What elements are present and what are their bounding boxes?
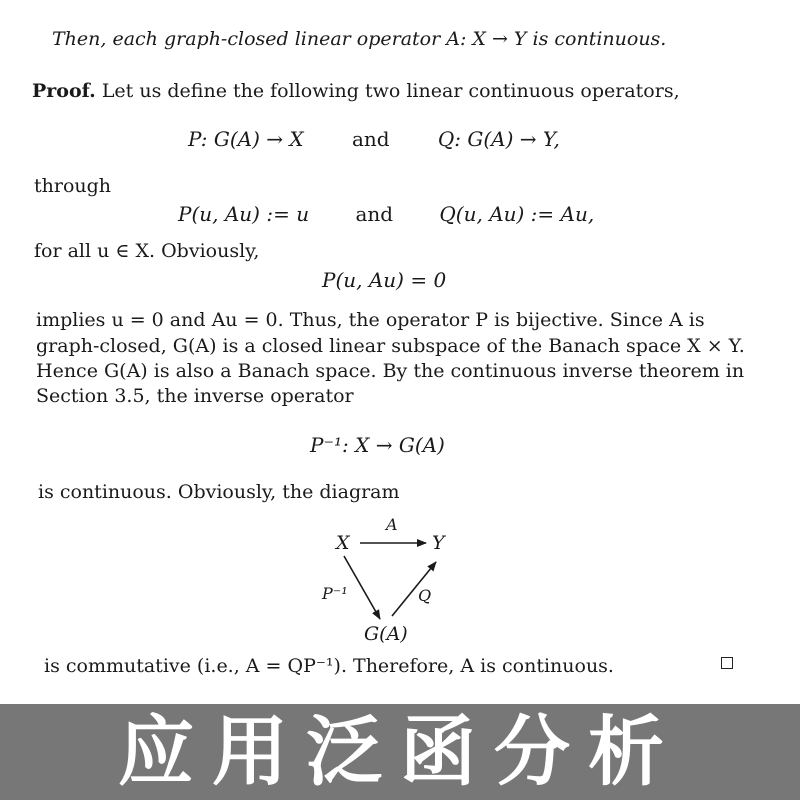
through-line: through xyxy=(34,175,112,197)
label-a: A xyxy=(386,515,398,534)
node-x: X xyxy=(336,532,350,554)
equation-operators xyxy=(188,129,560,149)
eq1-left: P: G(A) → X xyxy=(188,127,304,151)
equation-kernel: P(u, Au) = 0 xyxy=(322,268,447,292)
equation-definitions xyxy=(178,204,594,224)
proof-intro-line xyxy=(32,82,680,101)
theorem-statement: Then, each graph-closed linear operator A: X → Y is continuous. xyxy=(52,28,667,50)
forall-line: for all u ∈ X. Obviously, xyxy=(34,240,260,262)
eq2-right: Q(u, Au) := Au, xyxy=(439,202,595,226)
node-y: Y xyxy=(432,532,445,554)
proof-label: Proof. xyxy=(32,80,96,102)
paragraph-line-3: Hence G(A) is also a Banach space. By the continuous inverse theorem in xyxy=(36,360,745,382)
eq2-and: and xyxy=(355,202,394,226)
final-line: is commutative (i.e., A = QP⁻¹). Therefore, A is continuous. xyxy=(44,655,614,677)
eq1-right: Q: G(A) → Y, xyxy=(437,127,560,151)
label-pinv: P⁻¹ xyxy=(322,584,348,603)
eq2-left: P(u, Au) := u xyxy=(178,202,310,226)
continuous-line: is continuous. Obviously, the diagram xyxy=(38,481,400,503)
label-q: Q xyxy=(418,586,432,605)
node-g: G(A) xyxy=(364,623,408,645)
proof-intro-text: Let us define the following two linear continuous operators, xyxy=(101,80,680,102)
commutative-diagram xyxy=(300,510,500,650)
arrow-x-to-g xyxy=(344,556,380,619)
banner-title: 应用泛函分析 xyxy=(118,707,682,796)
paragraph-line-4: Section 3.5, the inverse operator xyxy=(36,385,354,407)
paragraph-line-1: implies u = 0 and Au = 0. Thus, the operator P is bijective. Since A is xyxy=(36,309,705,331)
equation-inverse: P⁻¹: X → G(A) xyxy=(310,433,445,457)
qed-square-icon xyxy=(721,657,733,669)
paragraph-line-2: graph-closed, G(A) is a closed linear subspace of the Banach space X × Y. xyxy=(36,335,745,357)
title-banner xyxy=(0,704,800,800)
eq1-and: and xyxy=(351,127,390,151)
